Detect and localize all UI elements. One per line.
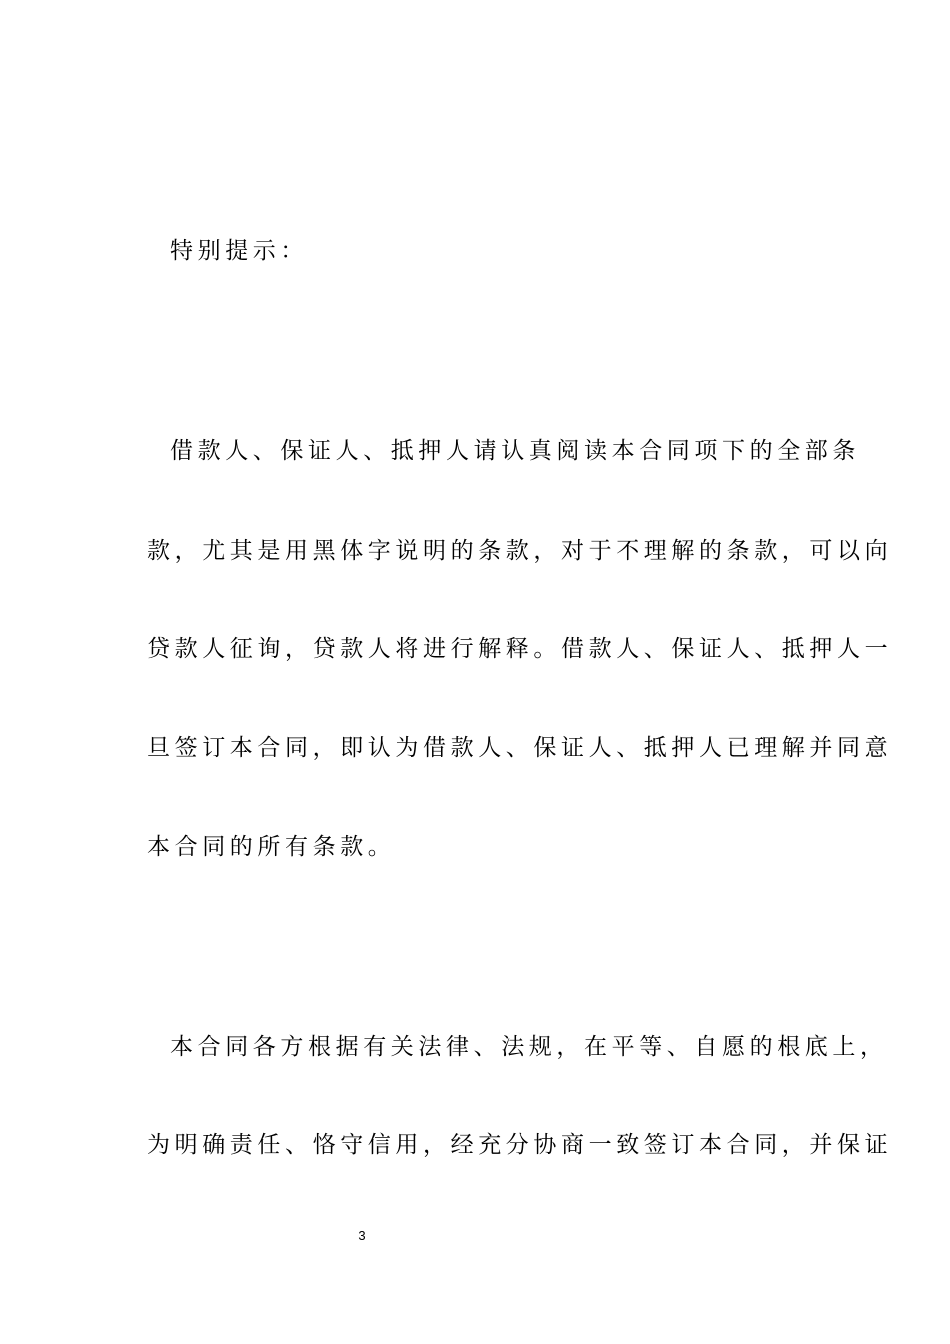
preamble-line: 本合同各方根据有关法律、法规，在平等、自愿的根底上， xyxy=(170,1034,888,1060)
notice-line: 款，尤其是用黑体字说明的条款，对于不理解的条款，可以向 xyxy=(147,538,893,564)
notice-line: 借款人、保证人、抵押人请认真阅读本合同项下的全部条 xyxy=(170,438,860,464)
special-notice-heading: 特别提示： xyxy=(170,238,308,264)
preamble-line: 为明确责任、恪守信用，经充分协商一致签订本合同，并保证 xyxy=(147,1132,893,1158)
notice-line: 旦签订本合同，即认为借款人、保证人、抵押人已理解并同意 xyxy=(147,735,893,761)
notice-line: 贷款人征询，贷款人将进行解释。借款人、保证人、抵押人一 xyxy=(147,636,893,662)
page-number: 3 xyxy=(358,1228,366,1243)
notice-line: 本合同的所有条款。 xyxy=(147,834,396,860)
